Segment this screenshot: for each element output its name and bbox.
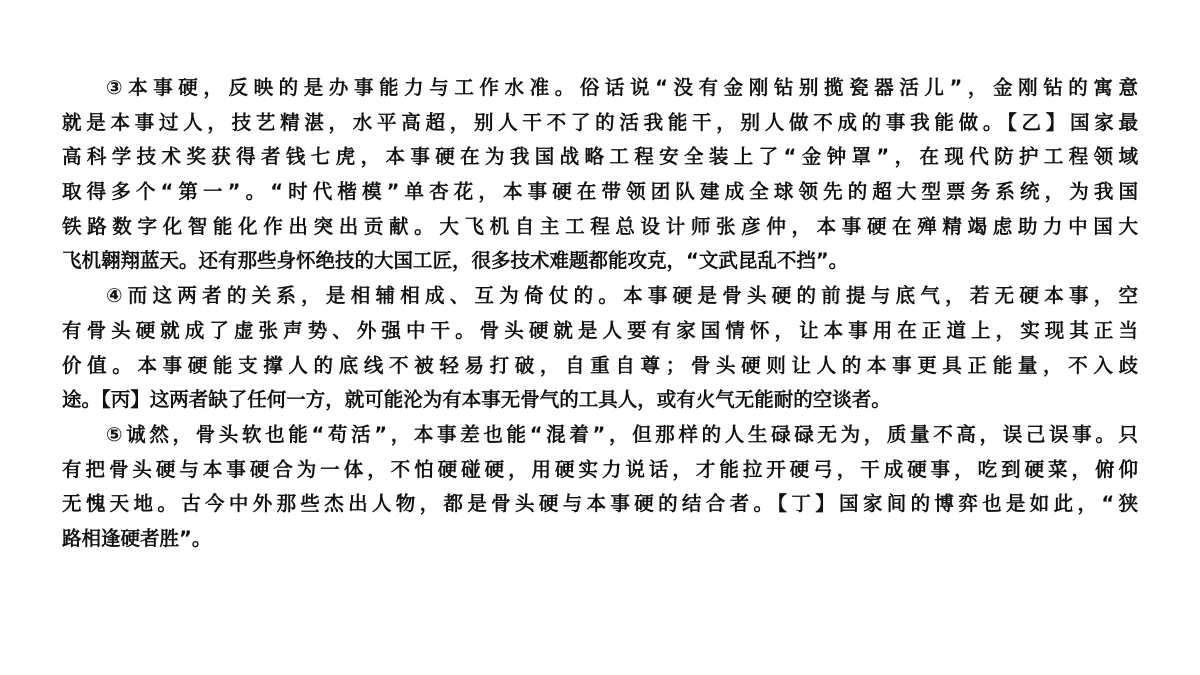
text-line: 取得多个“第一”。“时代楷模”单杏花，本事硬在带领团队建成全球领先的超大型票务系统，为我国 bbox=[62, 180, 1138, 204]
text-line: 无愧天地。古今中外那些杰出人物，都是骨头硬与本事硬的结合者。【丁】国家间的博弈也是如此，“狭 bbox=[62, 492, 1138, 516]
text-line: ⑤诚然，骨头软也能“苟活”，本事差也能“混着”，但那样的人生碌碌无为，质量不高，误己误事。只 bbox=[106, 422, 1138, 446]
paragraph-4 bbox=[62, 279, 1138, 418]
text-line: ③本事硬，反映的是办事能力与工作水准。俗话说“没有金刚钻别揽瓷器活儿”，金刚钻的寓意 bbox=[106, 76, 1138, 99]
text-line: 就是本事过人，技艺精湛，水平高超，别人干不了的活我能干，别人做不成的事我能做。【乙】国家最 bbox=[62, 110, 1138, 134]
paragraph-3 bbox=[62, 71, 1138, 279]
paragraph-5 bbox=[62, 418, 1138, 557]
text-line: ④而这两者的关系，是相辅相成、互为倚仗的。本事硬是骨头硬的前提与底气，若无硬本事，空 bbox=[106, 284, 1138, 308]
text-line: 有把骨头硬与本事硬合为一体，不怕硬碰硬，用硬实力说话，才能拉开硬弓，干成硬事，吃到硬菜，俯仰 bbox=[62, 457, 1138, 481]
text-line: 有骨头硬就成了虚张声势、外强中干。骨头硬就是人要有家国情怀，让本事用在正道上，实现其正当 bbox=[62, 318, 1138, 342]
text-line: 路相逢硬者胜”。 bbox=[62, 526, 212, 550]
text-line: 飞机翱翔蓝天。还有那些身怀绝技的大国工匠，很多技术难题都能攻克，“文武昆乱不挡”。 bbox=[62, 249, 849, 273]
text-line: 铁路数字化智能化作出突出贡献。大飞机自主工程总设计师张彦仲，本事硬在殚精竭虑助力中国大 bbox=[62, 214, 1138, 238]
text-line: 价值。本事硬能支撑人的底线不被轻易打破，自重自尊；骨头硬则让人的本事更具正能量，不入歧 bbox=[62, 353, 1138, 377]
text-line: 高科学技术奖获得者钱七虎，本事硬在为我国战略工程安全装上了“金钟罩”，在现代防护工程领域 bbox=[62, 145, 1138, 169]
text-line: 途。【丙】这两者缺了任何一方，就可能沦为有本事无骨气的工具人，或有火气无能耐的空谈者。 bbox=[62, 388, 891, 412]
